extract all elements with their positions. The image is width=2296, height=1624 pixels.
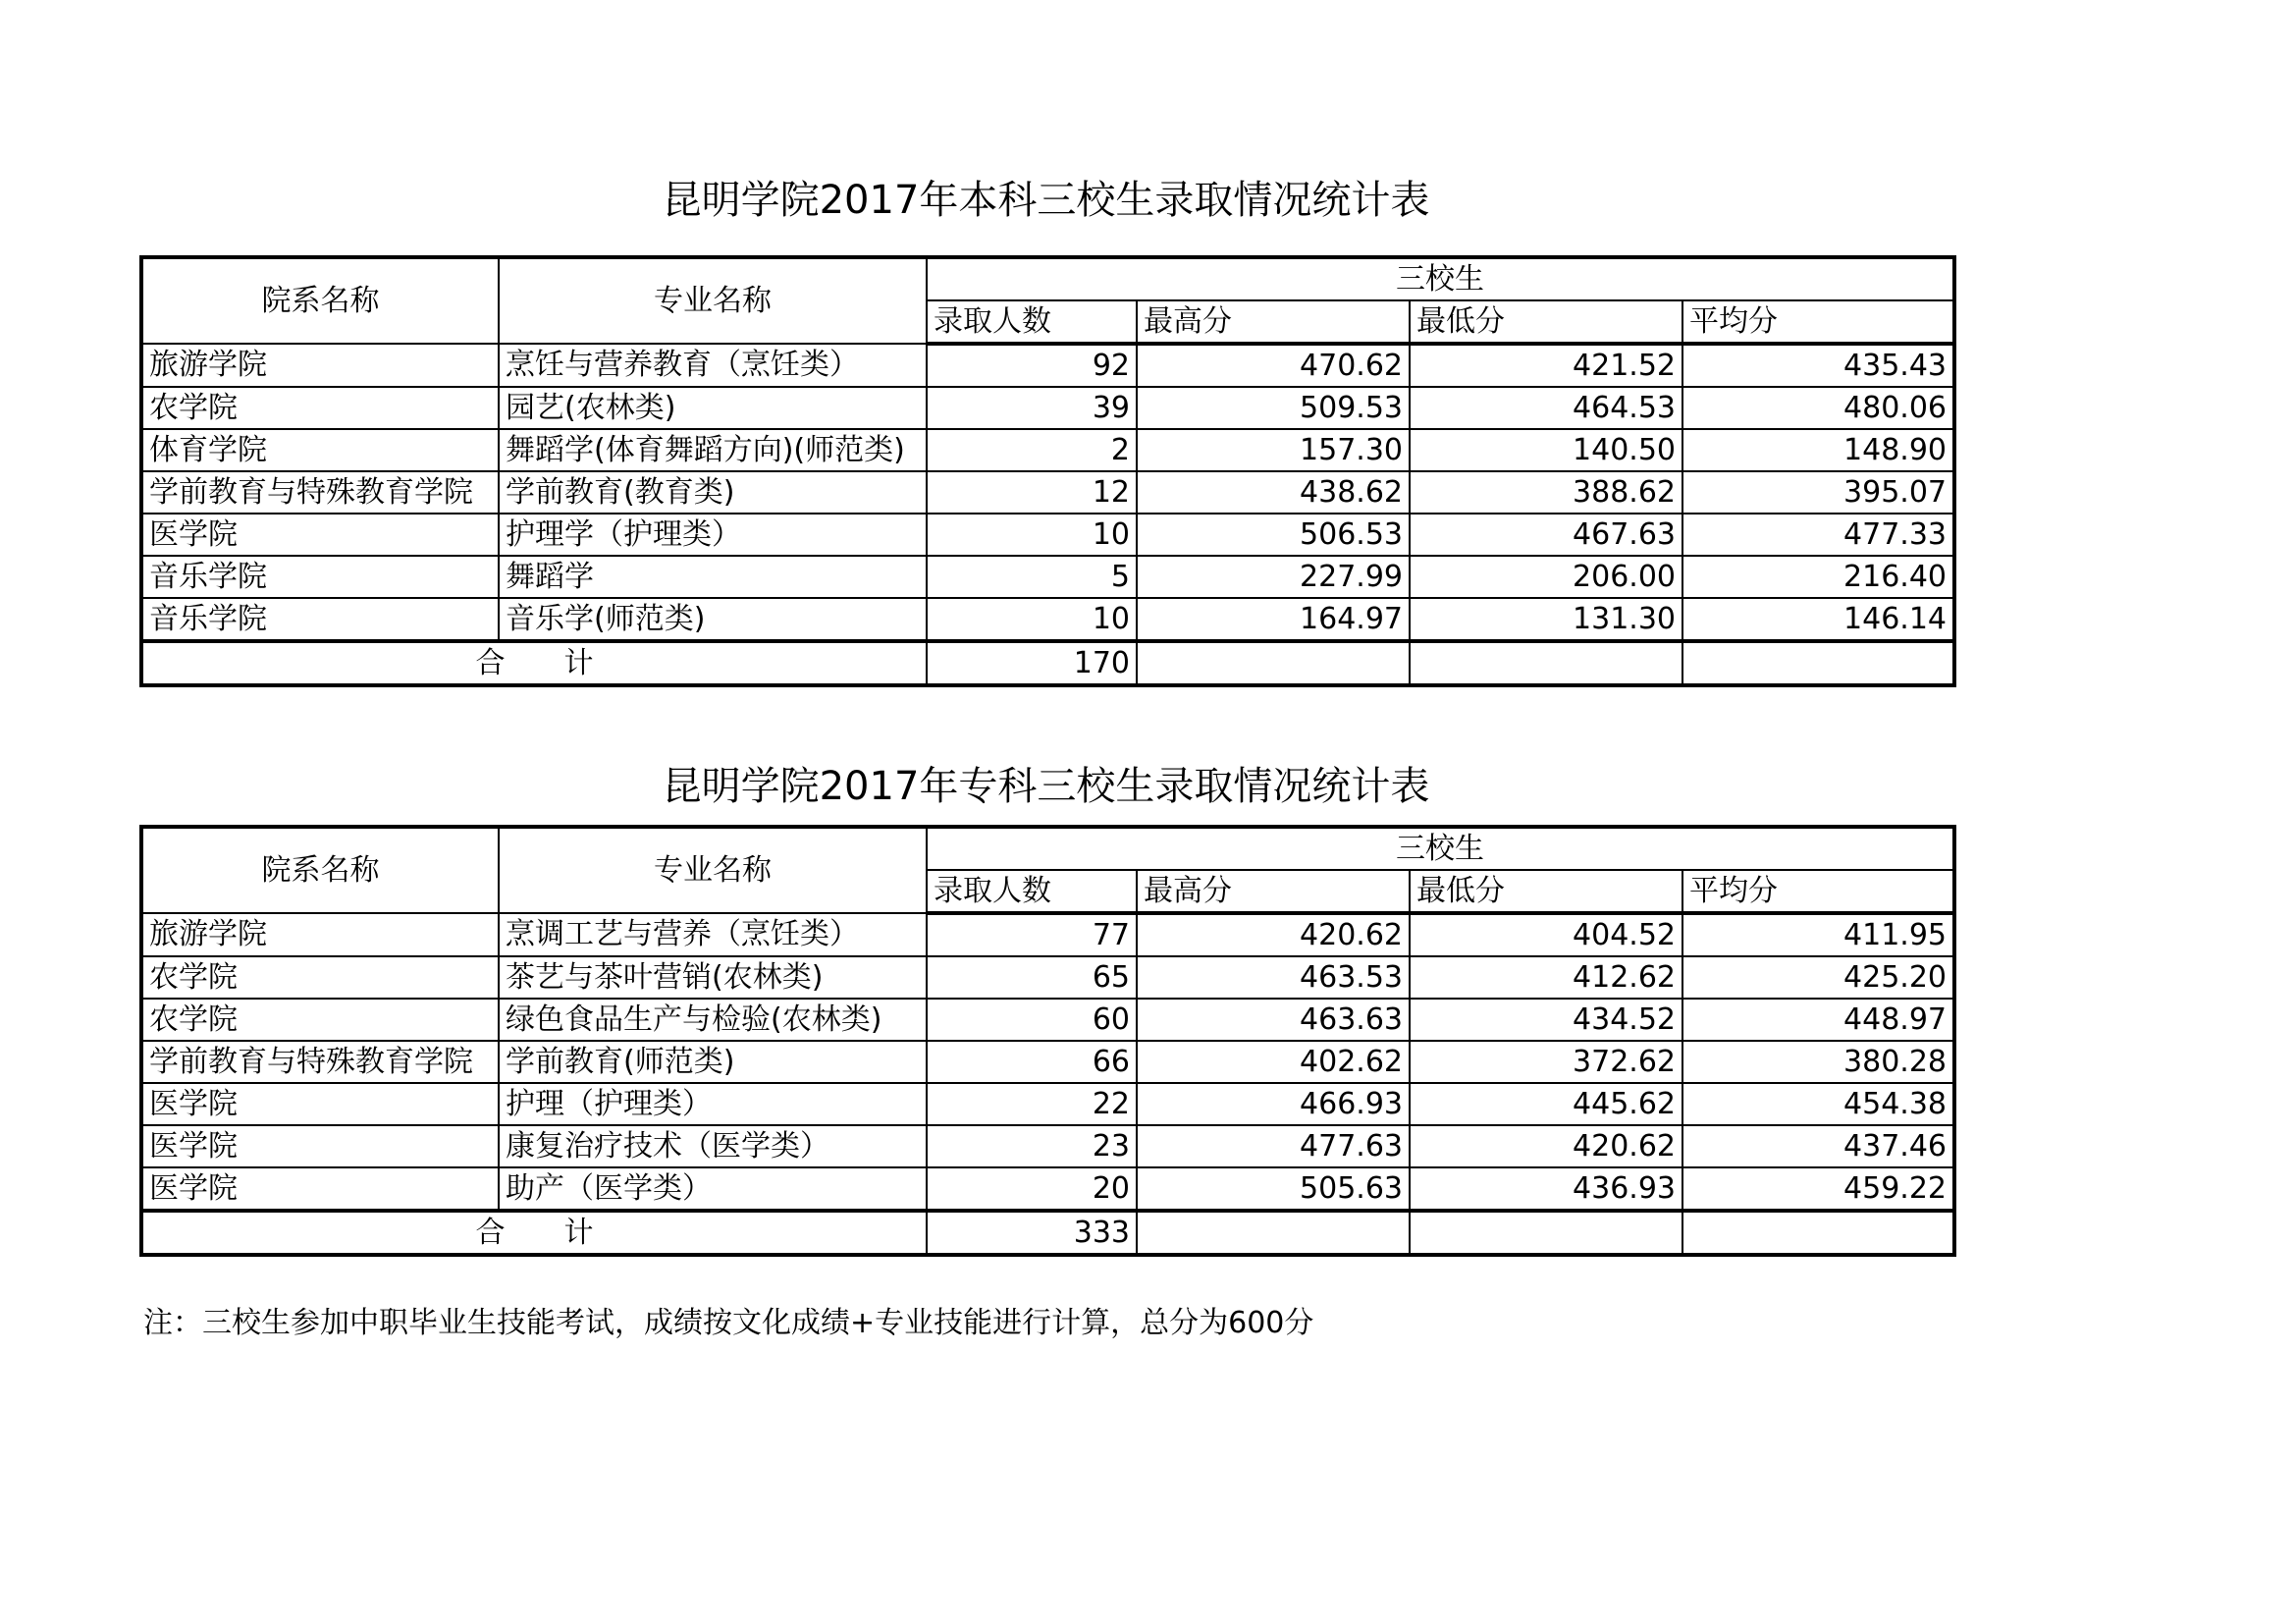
total-label: 合 计 [141, 641, 927, 685]
table-row [141, 556, 1954, 598]
cell-college: 体育学院 [141, 429, 499, 471]
header-max: 最高分 [1137, 870, 1410, 913]
total-row [141, 1211, 1954, 1255]
cell-admitted: 23 [927, 1125, 1137, 1167]
cell-max: 157.30 [1137, 429, 1410, 471]
total-empty-cell [1137, 1211, 1410, 1255]
header-avg: 平均分 [1682, 300, 1954, 344]
undergrad-admission-table [139, 255, 1956, 687]
table-row [141, 999, 1954, 1041]
table-row [141, 1083, 1954, 1125]
cell-major: 舞蹈学 [499, 556, 927, 598]
cell-major: 茶艺与茶叶营销(农林类) [499, 956, 927, 999]
table-row [141, 913, 1954, 956]
cell-min: 434.52 [1410, 999, 1682, 1041]
cell-admitted: 2 [927, 429, 1137, 471]
cell-min: 140.50 [1410, 429, 1682, 471]
table-row [141, 514, 1954, 556]
cell-admitted: 10 [927, 598, 1137, 641]
cell-avg: 480.06 [1682, 387, 1954, 429]
cell-min: 467.63 [1410, 514, 1682, 556]
cell-college: 学前教育与特殊教育学院 [141, 1041, 499, 1083]
cell-min: 464.53 [1410, 387, 1682, 429]
cell-max: 505.63 [1137, 1167, 1410, 1211]
table-row [141, 344, 1954, 387]
cell-min: 412.62 [1410, 956, 1682, 999]
cell-major: 舞蹈学(体育舞蹈方向)(师范类) [499, 429, 927, 471]
header-college: 院系名称 [141, 827, 499, 913]
cell-college: 农学院 [141, 999, 499, 1041]
total-admitted: 333 [927, 1211, 1137, 1255]
cell-max: 438.62 [1137, 471, 1410, 514]
table-row [141, 387, 1954, 429]
cell-major: 园艺(农林类) [499, 387, 927, 429]
cell-admitted: 60 [927, 999, 1137, 1041]
cell-avg: 437.46 [1682, 1125, 1954, 1167]
header-max: 最高分 [1137, 300, 1410, 344]
total-admitted: 170 [927, 641, 1137, 685]
cell-major: 康复治疗技术（医学类） [499, 1125, 927, 1167]
table-row [141, 1125, 1954, 1167]
header-major: 专业名称 [499, 827, 927, 913]
cell-avg: 454.38 [1682, 1083, 1954, 1125]
header-admitted: 录取人数 [927, 300, 1137, 344]
cell-avg: 146.14 [1682, 598, 1954, 641]
cell-college: 农学院 [141, 956, 499, 999]
cell-min: 404.52 [1410, 913, 1682, 956]
cell-max: 477.63 [1137, 1125, 1410, 1167]
cell-max: 227.99 [1137, 556, 1410, 598]
footnote: 注：三校生参加中职毕业生技能考试，成绩按文化成绩+专业技能进行计算，总分为600分 [143, 1306, 1314, 1340]
cell-admitted: 10 [927, 514, 1137, 556]
cell-college: 学前教育与特殊教育学院 [141, 471, 499, 514]
cell-college: 农学院 [141, 387, 499, 429]
cell-min: 388.62 [1410, 471, 1682, 514]
cell-min: 436.93 [1410, 1167, 1682, 1211]
cell-admitted: 5 [927, 556, 1137, 598]
cell-max: 402.62 [1137, 1041, 1410, 1083]
total-row [141, 641, 1954, 685]
header-college: 院系名称 [141, 257, 499, 344]
total-label: 合 计 [141, 1211, 927, 1255]
table-2-title: 昆明学院2017年专科三校生录取情况统计表 [662, 764, 1430, 809]
cell-max: 470.62 [1137, 344, 1410, 387]
cell-major: 助产（医学类） [499, 1167, 927, 1211]
cell-min: 131.30 [1410, 598, 1682, 641]
cell-max: 164.97 [1137, 598, 1410, 641]
cell-major: 学前教育(教育类) [499, 471, 927, 514]
cell-major: 绿色食品生产与检验(农林类) [499, 999, 927, 1041]
header-admitted: 录取人数 [927, 870, 1137, 913]
cell-admitted: 77 [927, 913, 1137, 956]
cell-college: 医学院 [141, 1167, 499, 1211]
cell-college: 医学院 [141, 1125, 499, 1167]
header-group: 三校生 [927, 827, 1954, 870]
cell-college: 医学院 [141, 1083, 499, 1125]
table-row [141, 598, 1954, 641]
total-empty-cell [1137, 641, 1410, 685]
cell-avg: 411.95 [1682, 913, 1954, 956]
total-empty-cell [1410, 641, 1682, 685]
cell-college: 音乐学院 [141, 556, 499, 598]
header-major: 专业名称 [499, 257, 927, 344]
table-row [141, 1041, 1954, 1083]
cell-major: 护理（护理类） [499, 1083, 927, 1125]
cell-avg: 216.40 [1682, 556, 1954, 598]
table-row [141, 471, 1954, 514]
cell-max: 463.53 [1137, 956, 1410, 999]
cell-max: 420.62 [1137, 913, 1410, 956]
cell-avg: 425.20 [1682, 956, 1954, 999]
cell-max: 466.93 [1137, 1083, 1410, 1125]
junior-college-admission-table [139, 825, 1956, 1257]
cell-admitted: 20 [927, 1167, 1137, 1211]
cell-avg: 435.43 [1682, 344, 1954, 387]
cell-college: 旅游学院 [141, 344, 499, 387]
cell-min: 372.62 [1410, 1041, 1682, 1083]
cell-max: 463.63 [1137, 999, 1410, 1041]
header-avg: 平均分 [1682, 870, 1954, 913]
cell-admitted: 66 [927, 1041, 1137, 1083]
cell-avg: 380.28 [1682, 1041, 1954, 1083]
header-min: 最低分 [1410, 300, 1682, 344]
header-group: 三校生 [927, 257, 1954, 300]
total-empty-cell [1410, 1211, 1682, 1255]
cell-college: 医学院 [141, 514, 499, 556]
cell-college: 旅游学院 [141, 913, 499, 956]
cell-avg: 459.22 [1682, 1167, 1954, 1211]
cell-major: 烹饪与营养教育（烹饪类） [499, 344, 927, 387]
cell-avg: 395.07 [1682, 471, 1954, 514]
cell-major: 烹调工艺与营养（烹饪类） [499, 913, 927, 956]
cell-max: 506.53 [1137, 514, 1410, 556]
cell-admitted: 92 [927, 344, 1137, 387]
cell-min: 420.62 [1410, 1125, 1682, 1167]
cell-major: 护理学（护理类） [499, 514, 927, 556]
cell-min: 445.62 [1410, 1083, 1682, 1125]
table-row [141, 429, 1954, 471]
table-row [141, 1167, 1954, 1211]
cell-major: 学前教育(师范类) [499, 1041, 927, 1083]
table-1-title: 昆明学院2017年本科三校生录取情况统计表 [662, 178, 1430, 223]
cell-college: 音乐学院 [141, 598, 499, 641]
table-row [141, 956, 1954, 999]
cell-max: 509.53 [1137, 387, 1410, 429]
total-empty-cell [1682, 1211, 1954, 1255]
header-min: 最低分 [1410, 870, 1682, 913]
cell-admitted: 65 [927, 956, 1137, 999]
cell-admitted: 12 [927, 471, 1137, 514]
total-empty-cell [1682, 641, 1954, 685]
cell-avg: 477.33 [1682, 514, 1954, 556]
cell-min: 206.00 [1410, 556, 1682, 598]
cell-avg: 148.90 [1682, 429, 1954, 471]
cell-min: 421.52 [1410, 344, 1682, 387]
cell-major: 音乐学(师范类) [499, 598, 927, 641]
cell-avg: 448.97 [1682, 999, 1954, 1041]
cell-admitted: 22 [927, 1083, 1137, 1125]
cell-admitted: 39 [927, 387, 1137, 429]
